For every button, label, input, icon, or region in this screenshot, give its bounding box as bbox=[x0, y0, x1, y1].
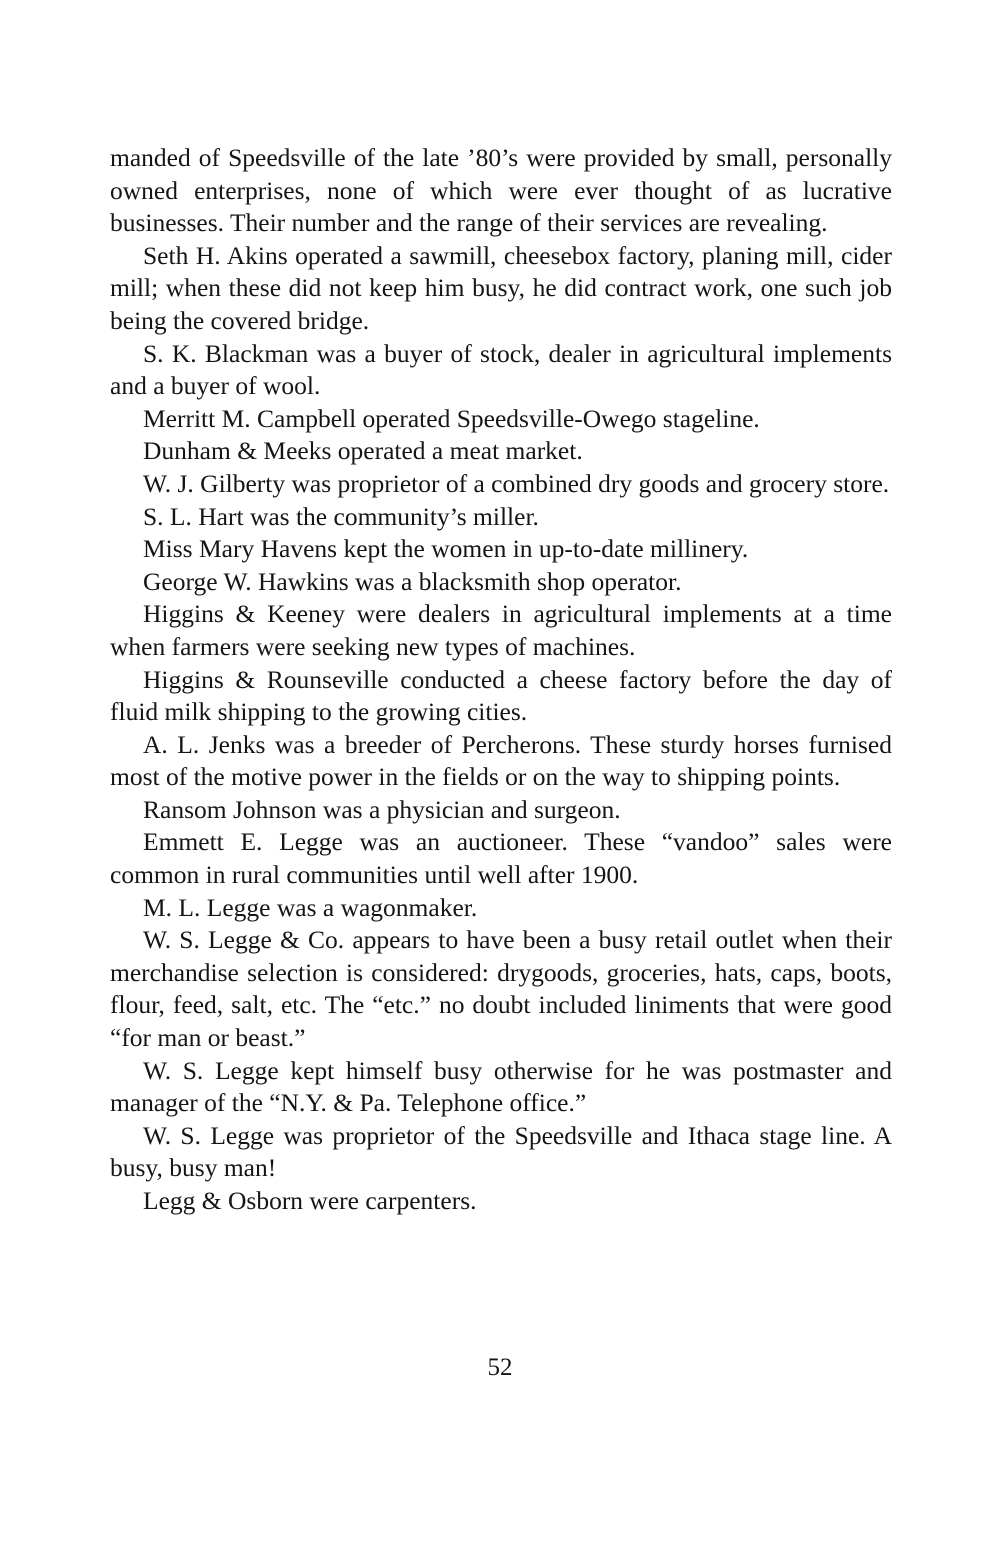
paragraph-continued: manded of Speedsville of the late ’80’s were provided by small, personally owned enterprises, none of which were ever thought of as lucrative businesses. Their number and the range of their services are revealing. bbox=[110, 143, 892, 238]
paragraph-campbell: Merritt M. Campbell operated Speedsville-Owego stageline. bbox=[143, 403, 760, 433]
paragraph-ws-legge-co: W. S. Legge & Co. appears to have been a busy retail outlet when their merchandise selection is considered: drygoods, groceries, hats, caps, boots, flour, feed, salt, etc. The “etc.” no doubt included liniments that were good “for man or beast.” bbox=[110, 925, 892, 1053]
paragraph-hart: S. L. Hart was the community’s miller. bbox=[143, 501, 539, 531]
paragraph-higgins-keeney: Higgins & Keeney were dealers in agricultural implements at a time when farmers were seeking new types of machines. bbox=[110, 599, 892, 661]
page-number: 52 bbox=[487, 1354, 513, 1381]
paragraph-akins: Seth H. Akins operated a sawmill, cheesebox factory, planing mill, cider mill; when these did not keep him busy, he did contract work, one such job being the covered bridge. bbox=[110, 240, 892, 335]
paragraph-johnson: Ransom Johnson was a physician and surgeon. bbox=[143, 794, 621, 824]
paragraph-havens: Miss Mary Havens kept the women in up-to-date millinery. bbox=[143, 534, 749, 564]
paragraph-higgins-rounseville: Higgins & Rounseville conducted a cheese factory before the day of fluid milk shipping to the growing cities. bbox=[110, 664, 892, 727]
paragraph-gilberty: W. J. Gilberty was proprietor of a combined dry goods and grocery store. bbox=[143, 468, 890, 498]
paragraph-legg-osborn: Legg & Osborn were carpenters. bbox=[143, 1186, 477, 1215]
paragraph-ml-legge: M. L. Legge was a wagonmaker. bbox=[143, 892, 478, 922]
body-text bbox=[110, 142, 892, 1218]
paragraph-emmett-legge: Emmett E. Legge was an auctioneer. These “vandoo” sales were common in rural communities until well after 1900. bbox=[110, 827, 892, 890]
paragraph-ws-legge-stage: W. S. Legge was proprietor of the Speedsville and Ithaca stage line. A busy, busy man! bbox=[110, 1120, 892, 1183]
paragraph-blackman: S. K. Blackman was a buyer of stock, dealer in agricultural implements and a buyer of wool. bbox=[110, 338, 892, 401]
paragraph-ws-legge-postmaster: W. S. Legge kept himself busy otherwise for he was postmaster and manager of the “N.Y. & Pa. Telephone office.” bbox=[110, 1055, 892, 1118]
paragraph-hawkins: George W. Hawkins was a blacksmith shop operator. bbox=[143, 566, 682, 596]
paragraph-dunham-meeks: Dunham & Meeks operated a meat market. bbox=[143, 436, 583, 466]
paragraph-jenks: A. L. Jenks was a breeder of Percherons. These sturdy horses furnised most of the motive power in the fields or on the way to shipping points. bbox=[110, 729, 892, 792]
